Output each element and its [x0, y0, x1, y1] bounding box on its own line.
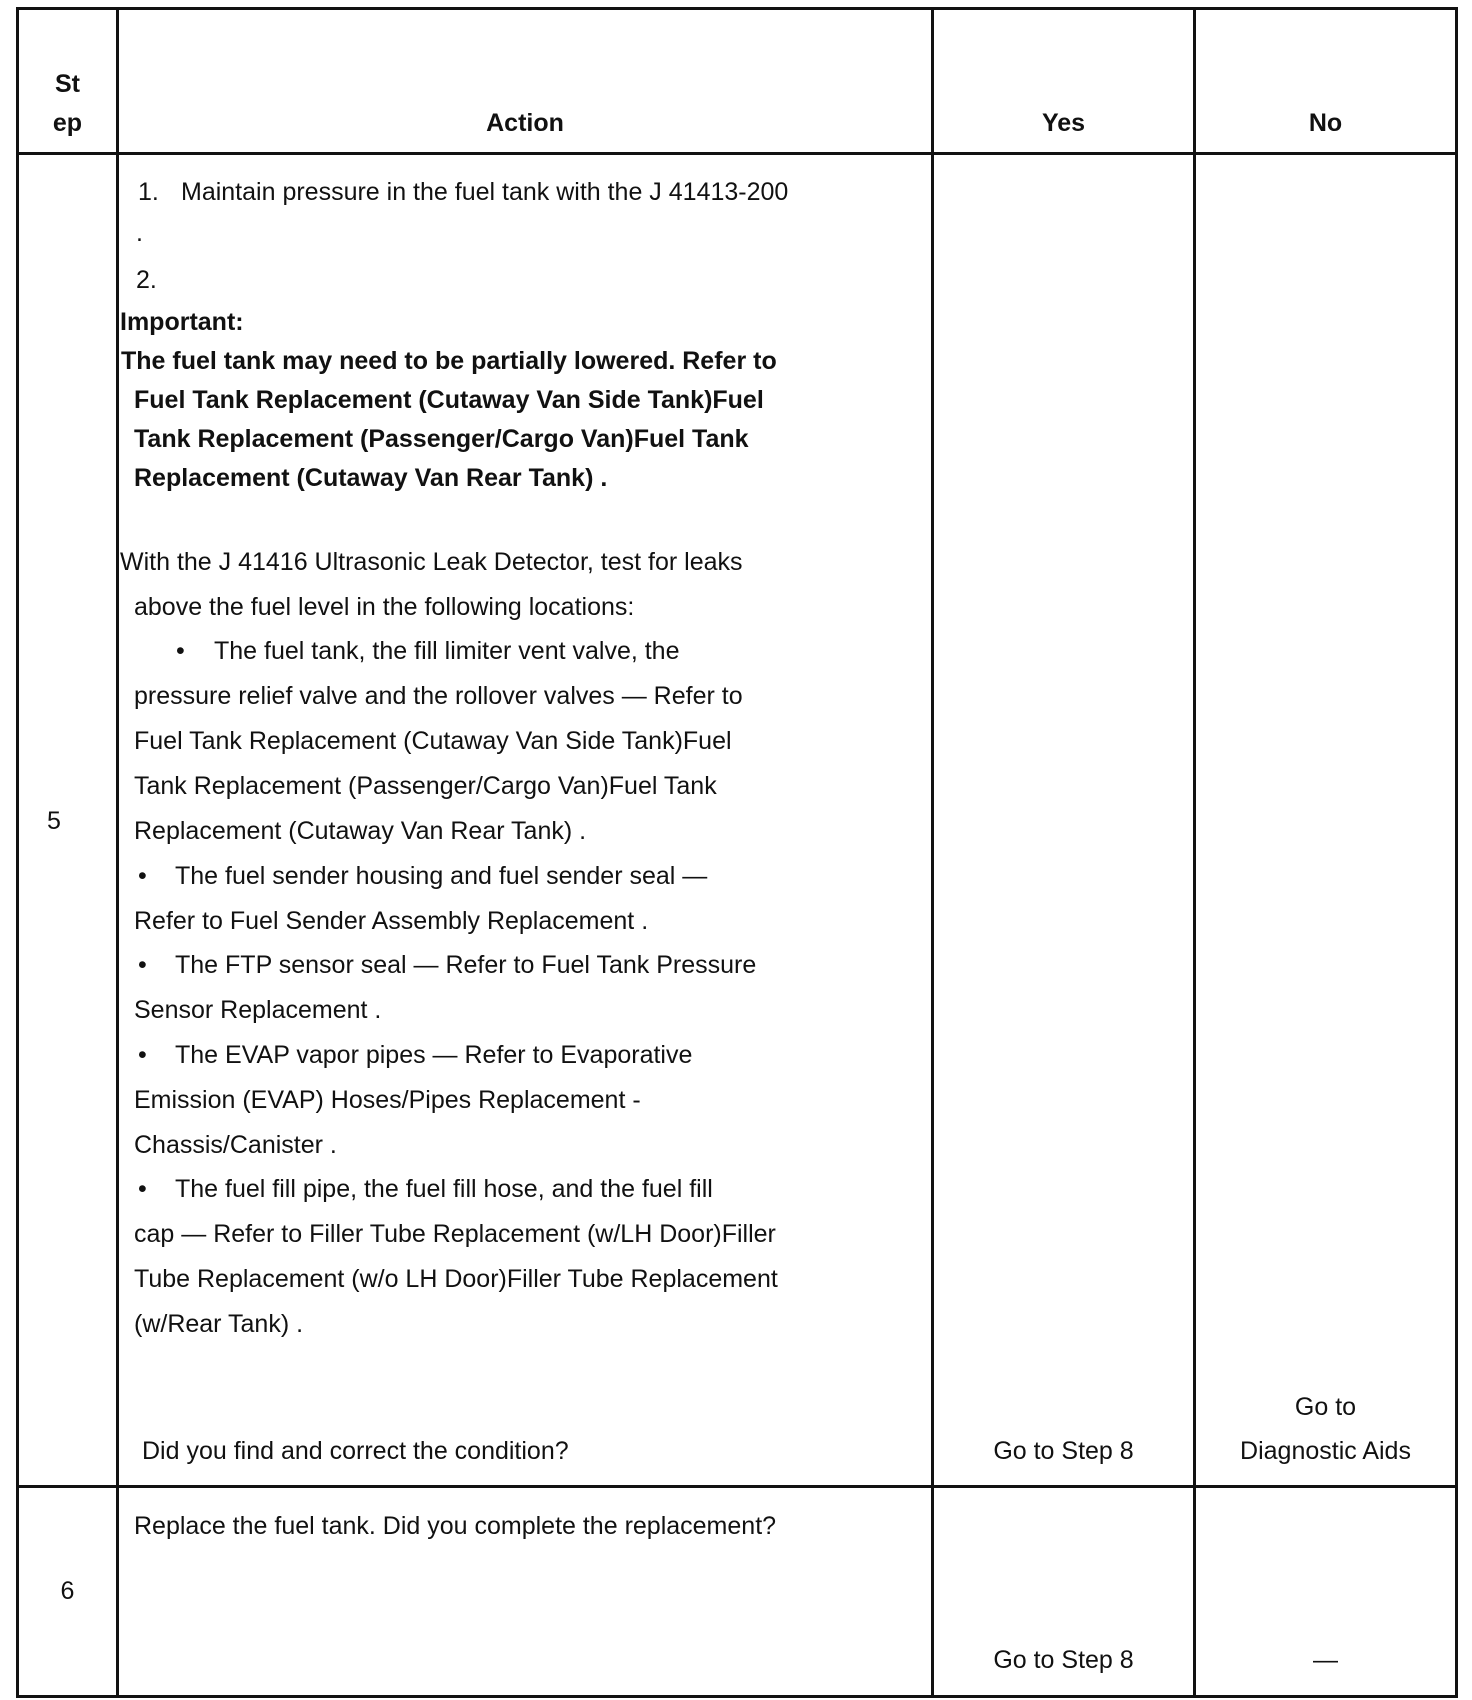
row5-item2-number: 2.	[136, 266, 157, 294]
bullet-text: pressure relief valve and the rollover valves — Refer to	[134, 682, 743, 710]
row5-step: 5	[47, 807, 61, 835]
bullet-text: cap — Refer to Filler Tube Replacement (w/LH Door)Filler	[134, 1220, 776, 1248]
bullet-text: Tank Replacement (Passenger/Cargo Van)Fuel Tank	[134, 772, 717, 800]
bullet-icon: •	[138, 1175, 147, 1203]
intro-line: With the J 41416 Ultrasonic Leak Detector, test for leaks	[120, 548, 743, 576]
bullet-text: The EVAP vapor pipes — Refer to Evaporative	[175, 1041, 693, 1069]
header-no: No	[1308, 109, 1343, 137]
bullet-text: Emission (EVAP) Hoses/Pipes Replacement -	[134, 1086, 641, 1114]
important-line: Tank Replacement (Passenger/Cargo Van)Fuel Tank	[134, 425, 749, 453]
important-line: The fuel tank may need to be partially lowered. Refer to	[121, 347, 777, 375]
bullet-text: Sensor Replacement .	[134, 996, 382, 1024]
row5-question: Did you find and correct the condition?	[142, 1437, 569, 1465]
bullet-text: The fuel tank, the fill limiter vent valve, the	[214, 637, 680, 665]
table-border-left	[16, 7, 19, 1698]
header-action: Action	[486, 109, 564, 137]
important-line: Fuel Tank Replacement (Cutaway Van Side Tank)Fuel	[134, 386, 764, 414]
bullet-text: Refer to Fuel Sender Assembly Replacement .	[134, 907, 649, 935]
intro-line: above the fuel level in the following locations:	[134, 593, 635, 621]
bullet-text: The fuel fill pipe, the fuel fill hose, and the fuel fill	[175, 1175, 713, 1203]
header-step-line1: St	[55, 70, 80, 98]
row5-no-link-line1[interactable]: Go to	[1294, 1393, 1357, 1421]
bullet-icon: •	[138, 951, 147, 979]
bullet-icon: •	[138, 1041, 147, 1069]
row5-item1-number: 1.	[138, 178, 159, 206]
table-border-right	[1455, 7, 1458, 1698]
row5-yes-link[interactable]: Go to Step 8	[993, 1437, 1134, 1465]
important-line: Replacement (Cutaway Van Rear Tank) .	[134, 464, 608, 492]
bullet-text: The FTP sensor seal — Refer to Fuel Tank Pressure	[175, 951, 757, 979]
bullet-text: The fuel sender housing and fuel sender seal —	[175, 862, 708, 890]
row-divider	[16, 1485, 1458, 1488]
row6-no-value: —	[1313, 1646, 1338, 1674]
header-yes: Yes	[1041, 109, 1086, 137]
bullet-text: Fuel Tank Replacement (Cutaway Van Side Tank)Fuel	[134, 727, 732, 755]
row5-item1-text: Maintain pressure in the fuel tank with the J 41413-200	[181, 178, 789, 206]
row6-step: 6	[60, 1577, 75, 1605]
bullet-text: Replacement (Cutaway Van Rear Tank) .	[134, 817, 587, 845]
header-step-line2: ep	[52, 109, 83, 137]
bullet-icon: •	[176, 637, 185, 665]
important-label: Important:	[120, 308, 244, 336]
bullet-text: (w/Rear Tank) .	[134, 1310, 304, 1338]
table-border-bottom	[16, 1695, 1458, 1698]
bullet-text: Chassis/Canister .	[134, 1131, 337, 1159]
bullet-text: Tube Replacement (w/o LH Door)Filler Tube Replacement	[134, 1265, 778, 1293]
row5-item1-dot: .	[136, 219, 143, 247]
bullet-icon: •	[138, 862, 147, 890]
header-divider	[16, 152, 1458, 155]
row5-no-link-line2[interactable]: Diagnostic Aids	[1240, 1437, 1411, 1465]
row6-action: Replace the fuel tank. Did you complete the replacement?	[134, 1512, 777, 1540]
column-divider-1	[116, 7, 119, 1698]
row6-yes-link[interactable]: Go to Step 8	[993, 1646, 1134, 1674]
table-border-top	[16, 7, 1458, 10]
